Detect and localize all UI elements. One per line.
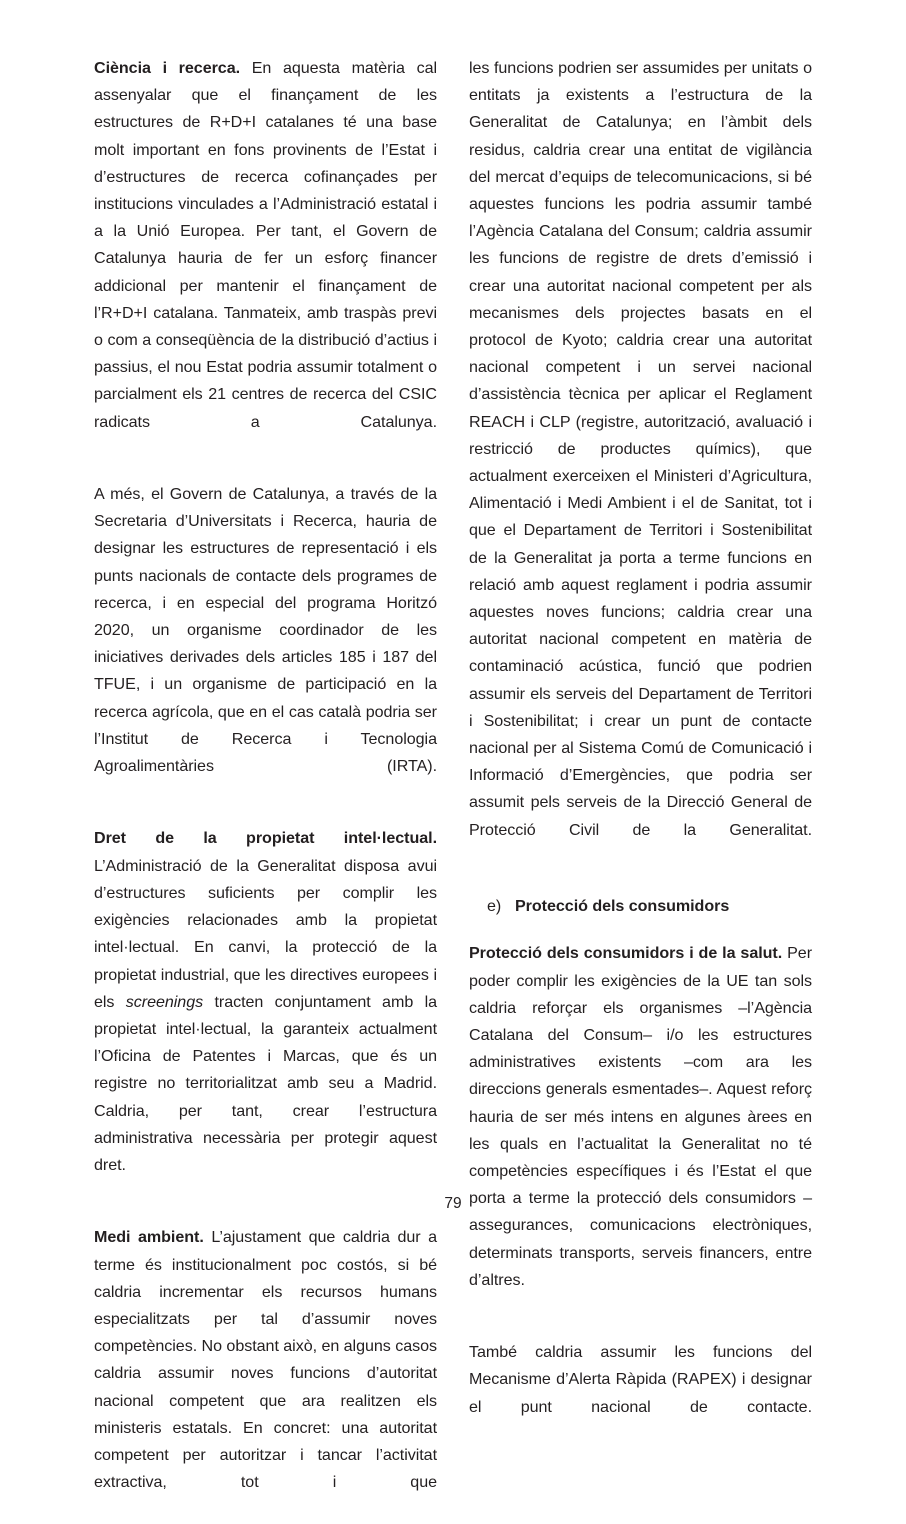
- paragraph-body: També caldria assumir les funcions del Mecanisme d’Alerta Ràpida (RAPEX) i designar el punt nacional de contacte.: [469, 1343, 812, 1416]
- section-title: Protecció dels consumidors: [515, 897, 730, 916]
- paragraph-continuation-medi-ambient: [469, 55, 812, 871]
- page-number: 79: [444, 1195, 462, 1212]
- section-marker: e): [487, 897, 502, 916]
- paragraph-body: En aquesta matèria cal assenyalar que el finançament de les estructures de R+D+I catalanes té una base molt important en fons provinents de l’Estat i d’estructures de recerca cofinançades per institucions vinculades a l’Administració estatal i a la Unió Europea. Per tant, el Govern de Catalunya hauria de fer un esforç financer addicional per mantenir el finançament de l’R+D+I catalana. Tanmateix, amb traspàs previ o com a conseqüència de la distribució d’actius i passius, el nou Estat podria assumir totalment o parcialment els 21 centres de recerca del CSIC radicats a Catalunya.: [94, 59, 437, 431]
- paragraph-lead-in: Medi ambient.: [94, 1228, 204, 1247]
- paragraph-body: Per poder complir les exigències de la UE tan sols caldria reforçar els organismes –l’Agència Catalana del Consum– i/o les estructures administratives existents –com ara les direccions generals esmentades–. Aquest reforç hauria de ser més intens en algunes àrees en les quals en l’actualitat la Generalitat no té competències específiques i és l’Estat el que porta a terme la protecció dels consumidors – assegurances, comunicacions electròniques, determinats transports, serveis financers, entre d’altres.: [469, 944, 813, 1289]
- paragraph-ciencia-i-recerca: [94, 55, 437, 463]
- paragraph-proteccio-consumidors-salut: [469, 940, 812, 1321]
- emphasis-screenings: screenings: [125, 992, 204, 1011]
- paragraph-lead-in: Ciència i recerca.: [94, 59, 241, 77]
- paragraph-medi-ambient: [94, 1224, 437, 1523]
- paragraph-lead-in: Dret de la propietat intel·lectual.: [94, 829, 437, 848]
- paragraph-body: A més, el Govern de Catalunya, a través de la Secretaria d’Universitats i Recerca, hauria de designar les estructures de representació i els punts nacionals de contacte dels programes de recerca, i en especial del programa Horitzó 2020, un organisme coordinador de les iniciatives derivades dels articles 185 i 187 del TFUE, i un organisme de participació en la recerca agrícola, que en el cas català podria ser l’Institut de Recerca i Tecnologia Agroalimentàries (IRTA).: [94, 485, 437, 776]
- paragraph-body: L’ajustament que caldria dur a terme és institucionalment poc costós, si bé caldria incrementar els recursos humans especialitzats per tal d’assumir noves competències. No obstant això, en alguns casos caldria assumir noves funcions d’autoritat nacional competent que ara realitzen els ministeris estatals. En concret: una autoritat competent per autoritzar i tancar l’activitat extractiva, tot i que: [94, 1228, 437, 1492]
- right-column: [469, 55, 813, 1416]
- section-heading-proteccio-dels-consumidors: [469, 893, 812, 920]
- paragraph-body: les funcions podrien ser assumides per unitats o entitats ja existents a l’estructura de la Generalitat de Catalunya; en l’àmbit dels residus, caldria crear una entitat de vigilància del mercat d’equips de telecomunicacions, si bé aquestes funcions les podria assumir també l’Agència Catalana del Consum; caldria assumir les funcions de registre de drets d’emissió i crear una autoritat nacional competent per als mecanismes dels projectes basats en el protocol de Kyoto; caldria crear una autoritat nacional competent i un servei nacional d’assistència tècnica per aplicar el Reglament REACH i CLP (registre, autorització, avaluació i restricció de productes químics), que actualment exerceixen el Ministeri d’Agricultura, Alimentació i Medi Ambient i el de Sanitat, tot i que el Departament de Territori i Sostenibilitat de la Generalitat ja porta a terme funcions en relació amb aquest reglament i podria assumir aquestes noves funcions; caldria crear una autoritat nacional competent en matèria de contaminació acústica, funció que podrien assumir els serveis del Departament de Territori i Sostenibilitat; i crear un punt de contacte nacional per al Sistema Comú de Comunicació i Informació d’Emergències, que podria ser assumit pels serveis de la Direcció General de Protecció Civil de la Generalitat.: [469, 59, 812, 839]
- paragraph-lead-in: Protecció dels consumidors i de la salut.: [469, 944, 783, 963]
- paragraph-rapex: [469, 1339, 812, 1448]
- paragraph-body-continued: tracten conjuntament amb la propietat intel·lectual, la garanteix actualment l’Oficina de Patentes i Marcas, que és un registre no territorialitzat amb seu a Madrid. Caldria, per tant, crear l’estructura administrativa necessària per protegir aquest dret.: [94, 992, 437, 1174]
- paragraph-body: L’Administració de la Generalitat disposa avui d’estructures suficients per complir les exigències relacionades amb la propietat intel·lectual. En canvi, la protecció de la propietat industrial, que les directives europees i els: [94, 856, 437, 1011]
- left-column: [94, 55, 437, 1492]
- paragraph-dret-propietat-intellectual: [94, 825, 437, 1206]
- paragraph-a-mes-govern: [94, 481, 437, 807]
